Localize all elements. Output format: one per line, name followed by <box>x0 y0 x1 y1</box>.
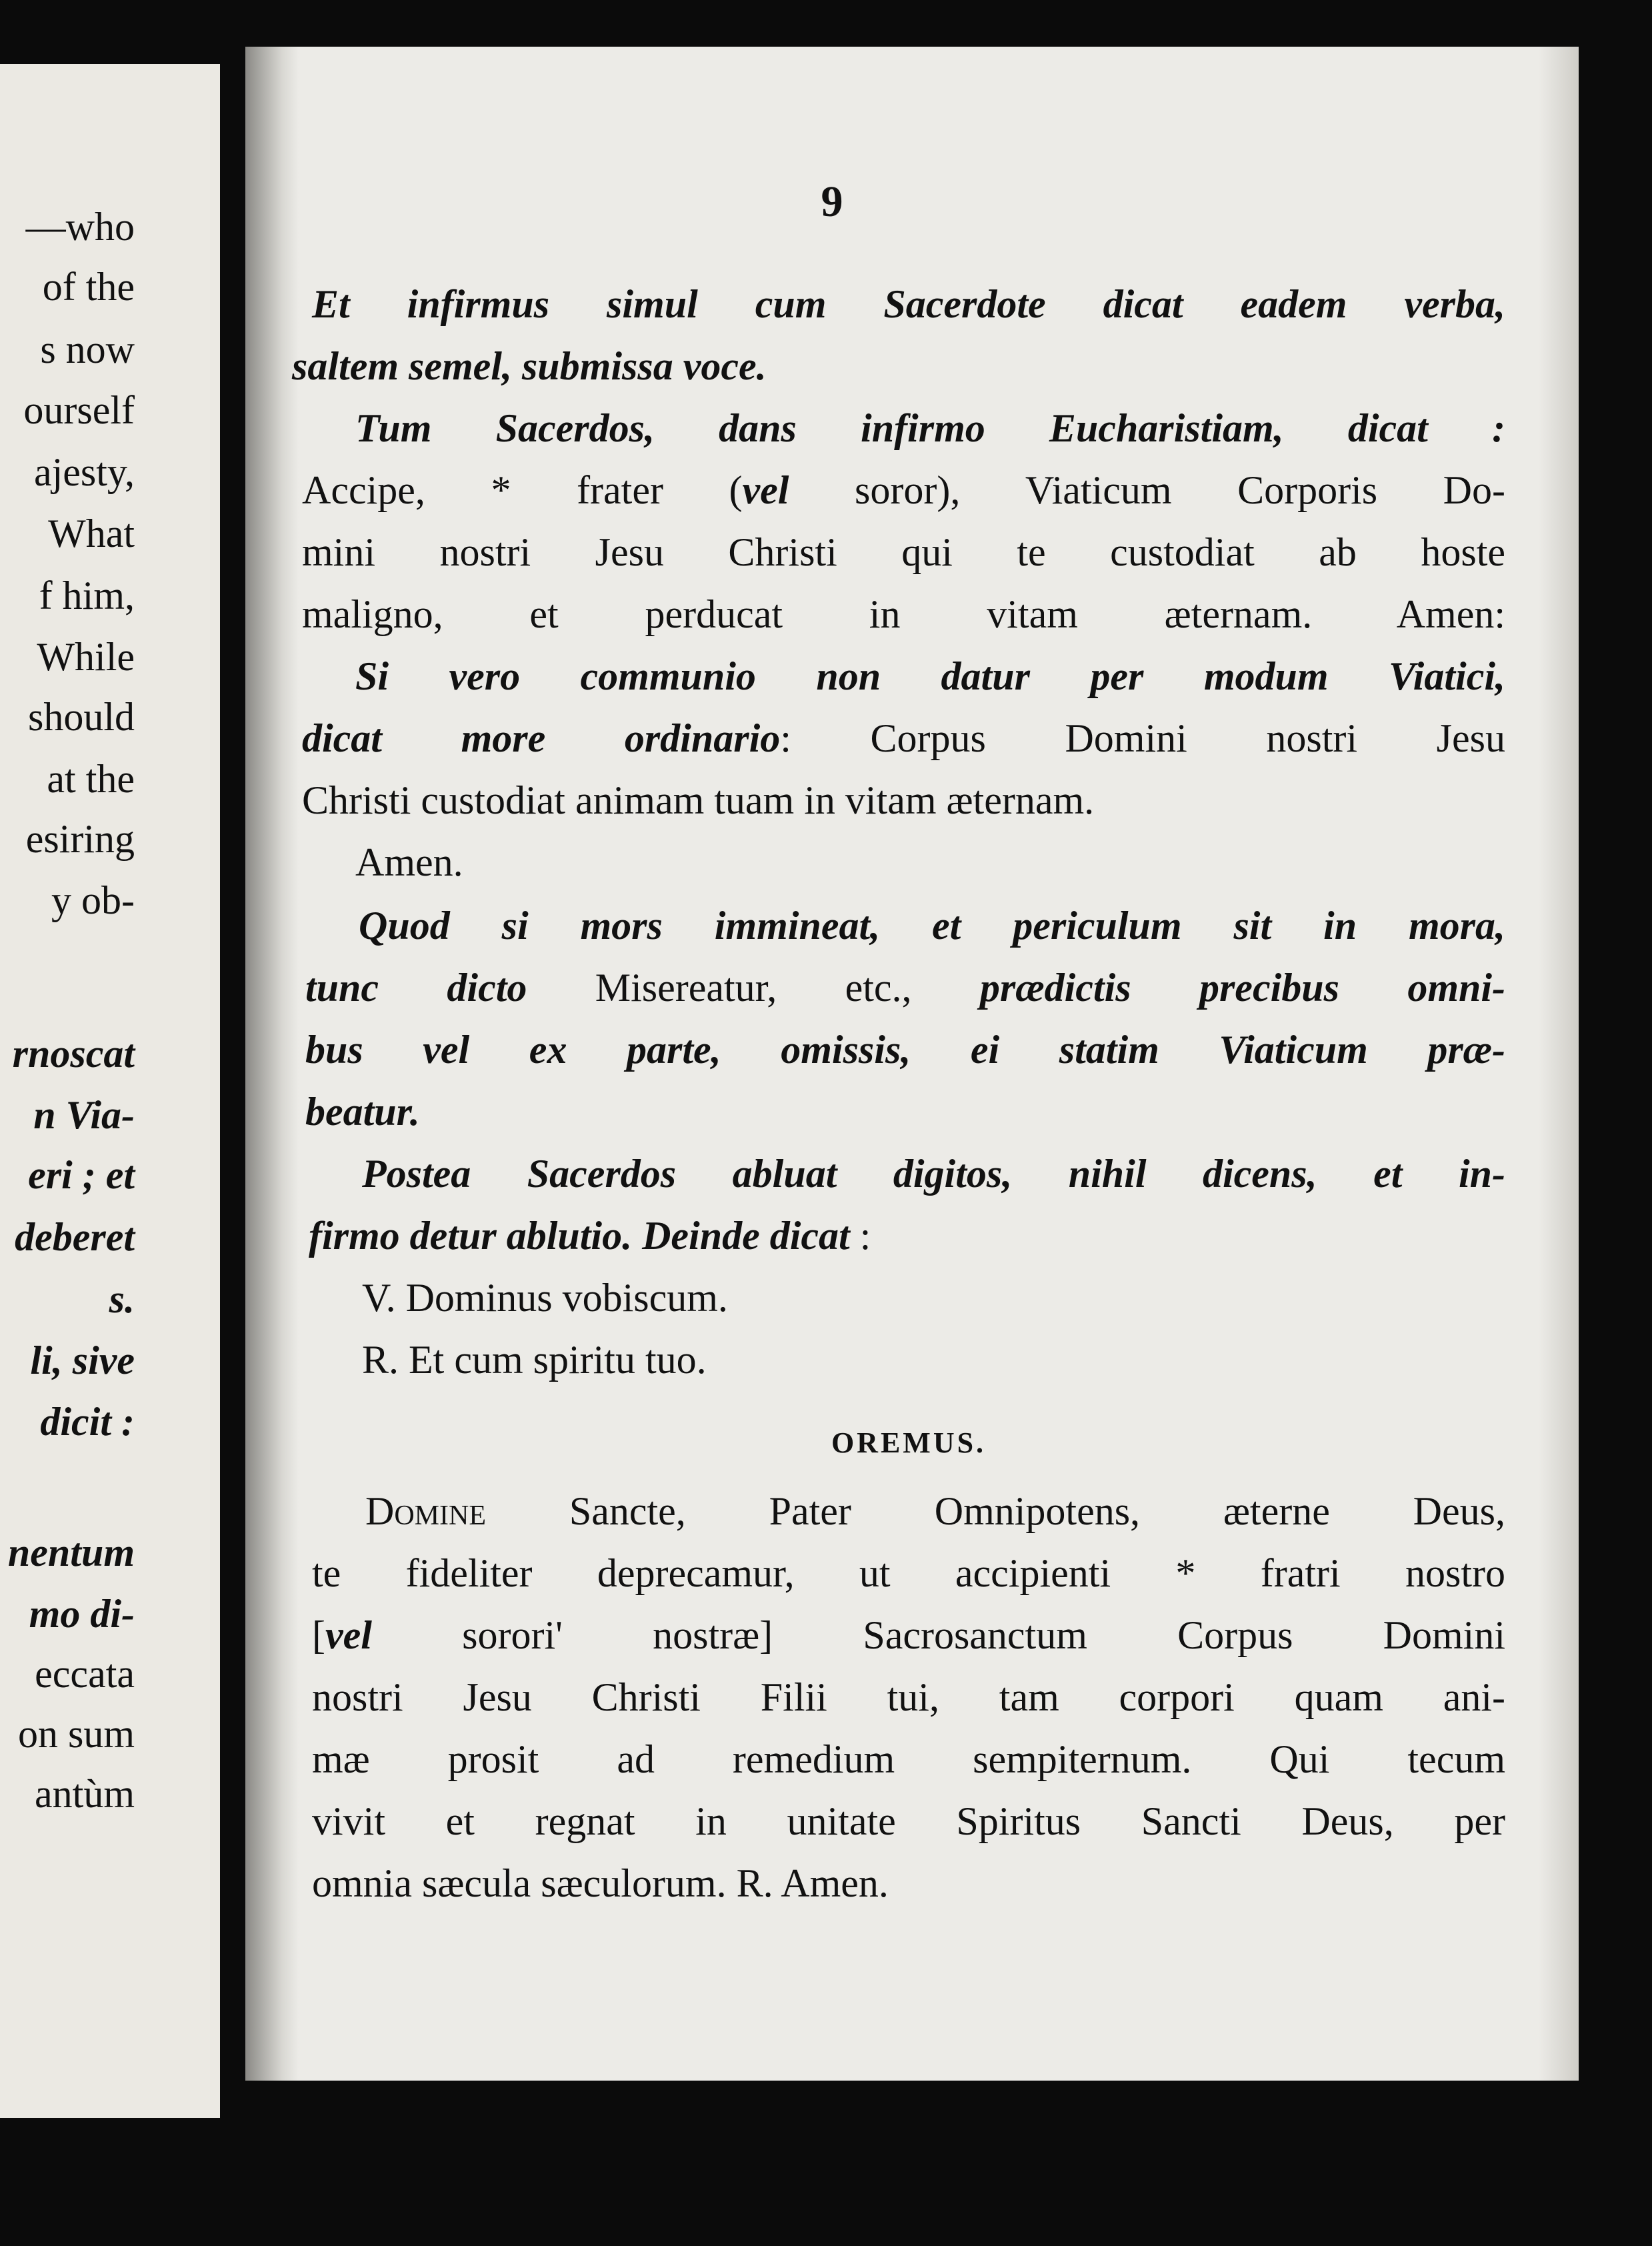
formula-1-line-2: mini nostri Jesu Christi qui te custodiat ab hoste <box>302 530 1505 574</box>
left-page-line: While <box>37 635 135 679</box>
prayer-line-2: te fideliter deprecamur, ut accipienti * fratri nostro <box>312 1551 1505 1595</box>
page-edge <box>1539 47 1579 2081</box>
rubric-3-line-4: Amen. <box>355 840 463 884</box>
left-page-line: deberet <box>15 1215 135 1259</box>
prayer <box>312 1480 1505 1915</box>
left-page-line: n Via- <box>33 1093 135 1137</box>
right-page <box>245 47 1579 2081</box>
rubric-4-line-1: Quod si mors immineat, et periculum sit in mora, <box>359 904 1505 948</box>
rubric-3-line-1: Si vero communio non datur per modum Viatici, <box>355 654 1505 698</box>
rubric-3-line-2: dicat more ordinario: Corpus Domini nostri Jesu <box>302 716 1505 760</box>
left-page-line: y ob- <box>51 878 135 922</box>
gutter-shadow <box>245 47 299 2081</box>
prayer-line-4: nostri Jesu Christi Filii tui, tam corpori quam ani- <box>312 1675 1505 1719</box>
rubric-5-line-2: firmo detur ablutio. Deinde dicat : <box>309 1214 871 1258</box>
page-number: 9 <box>821 177 843 226</box>
rubric-5-line-1: Postea Sacerdos abluat digitos, nihil dicens, et in- <box>362 1152 1505 1196</box>
left-facing-page <box>0 64 220 2118</box>
formula-1-line-1: Accipe, * frater (vel soror), Viaticum Corporis Do- <box>302 468 1505 512</box>
formula-1-line-3: maligno, et perducat in vitam æternam. Amen: <box>302 592 1505 636</box>
rubric-1-line-1: Et infirmus simul cum Sacerdote dicat eadem verba, <box>312 282 1505 326</box>
left-page-line: —who <box>25 205 135 249</box>
left-page-line: nentum <box>7 1530 135 1574</box>
rubric-2-line-1: Tum Sacerdos, dans infirmo Eucharistiam, dicat : <box>355 406 1505 450</box>
left-page-line: ourself <box>23 388 135 432</box>
rubric-4-line-2: tunc dicto Misereatur, etc., prædictis precibus omni- <box>305 966 1506 1010</box>
versicle: V. Dominus vobiscum. <box>362 1276 728 1320</box>
left-page-line: s now <box>40 327 135 371</box>
left-page-line: ajesty, <box>33 450 135 494</box>
left-page-line: What <box>48 511 135 555</box>
rubric-4 <box>305 895 1505 1143</box>
left-page-line: on sum <box>17 1712 135 1756</box>
left-page-line: should <box>27 695 135 739</box>
rubric-2 <box>302 397 1505 646</box>
oremus-heading: OREMUS. <box>831 1426 987 1459</box>
left-page-line: esiring <box>25 817 135 861</box>
left-page-line: rnoscat <box>12 1032 135 1076</box>
rubric-1-line-2: saltem semel, submissa voce. <box>292 344 767 388</box>
prayer-line-6: vivit et regnat in unitate Spiritus Sancti Deus, per <box>312 1799 1505 1843</box>
left-page-line: li, sive <box>30 1338 135 1382</box>
left-page-line: mo di- <box>29 1592 135 1636</box>
versicle-response <box>362 1267 1362 1391</box>
rubric-3 <box>302 646 1505 894</box>
prayer-line-1: Domine Sancte, Pater Omnipotens, æterne Deus, <box>365 1489 1505 1533</box>
rubric-1 <box>292 273 1505 397</box>
prayer-line-3: [vel sorori' nostræ] Sacrosanctum Corpus Domini <box>312 1613 1505 1657</box>
left-page-line: eri ; et <box>28 1153 135 1197</box>
left-page-line: antùm <box>35 1772 135 1816</box>
prayer-line-7: omnia sæcula sæculorum. R. Amen. <box>312 1861 889 1905</box>
left-page-line: of the <box>42 265 135 309</box>
response: R. Et cum spiritu tuo. <box>362 1338 707 1382</box>
left-page-line: f him, <box>39 574 135 618</box>
prayer-line-5: mæ prosit ad remedium sempiternum. Qui tecum <box>312 1737 1505 1781</box>
rubric-3-line-3: Christi custodiat animam tuam in vitam æternam. <box>302 778 1095 822</box>
rubric-5 <box>309 1143 1505 1267</box>
left-page-line: s. <box>109 1277 135 1321</box>
rubric-4-line-3: bus vel ex parte, omissis, ei statim Viaticum præ- <box>305 1028 1505 1072</box>
left-page-line: at the <box>47 757 135 801</box>
rubric-4-line-4: beatur. <box>305 1090 420 1134</box>
left-page-line: eccata <box>35 1652 135 1696</box>
left-page-line: dicit : <box>40 1400 135 1444</box>
